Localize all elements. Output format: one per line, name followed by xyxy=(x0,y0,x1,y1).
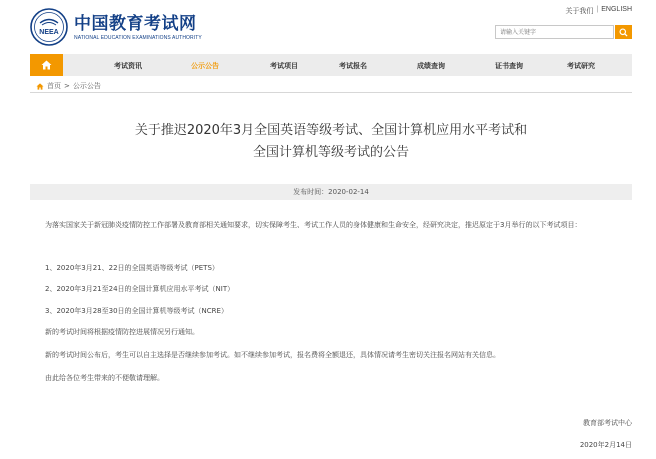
publish-date: 2020-02-14 xyxy=(328,188,369,196)
nav-item-registration[interactable]: 考试报名 xyxy=(339,62,367,70)
site-header xyxy=(0,0,656,52)
search-box xyxy=(495,25,632,39)
top-links xyxy=(565,6,632,16)
nav-home-button[interactable] xyxy=(30,54,63,76)
nav-item-score-query[interactable]: 成绩查询 xyxy=(417,62,445,70)
article-title xyxy=(30,120,632,164)
home-icon xyxy=(36,83,44,90)
exam-item-nit: 2、2020年3月21至24日的全国计算机应用水平考试（NIT） xyxy=(45,285,235,293)
site-logo[interactable] xyxy=(30,8,202,46)
site-name-en: NATIONAL EDUCATION EXAMINATIONS AUTHORITY xyxy=(74,34,202,41)
article-intro: 为落实国家关于新冠肺炎疫情防控工作部署及教育部相关通知要求，切实保障考生、考试工作人员的身体健康和生命安全，经研究决定，推迟原定于3月举行的以下考试项目： xyxy=(45,221,582,229)
nav-item-exam-news[interactable]: 考试资讯 xyxy=(114,62,142,70)
note-refund: 新的考试时间公布后，考生可以自主选择是否继续参加考试。如不继续参加考试，报名费将全额退还，具体情况请考生密切关注报名网站有关信息。 xyxy=(45,351,500,359)
about-link[interactable]: 关于我们 xyxy=(565,8,594,15)
logo-badge-text: NEEA xyxy=(39,29,59,36)
nav-item-certificate-query[interactable]: 证书查询 xyxy=(495,62,523,70)
search-input[interactable] xyxy=(495,25,614,39)
article-sign-date: 2020年2月14日 xyxy=(579,441,632,449)
publish-date-label: 发布时间： xyxy=(293,188,329,196)
home-icon xyxy=(41,60,52,70)
neea-logo-icon xyxy=(30,8,68,46)
publish-date-bar xyxy=(30,184,632,200)
breadcrumb xyxy=(36,81,101,91)
main-nav xyxy=(30,54,632,76)
english-link[interactable]: ENGLISH xyxy=(601,6,632,13)
exam-item-pets: 1、2020年3月21、22日的全国英语等级考试（PETS） xyxy=(45,264,219,272)
breadcrumb-current[interactable]: 公示公告 xyxy=(72,82,101,90)
breadcrumb-home[interactable]: 首页 xyxy=(47,82,61,90)
note-apology: 由此给各位考生带来的不便敬请理解。 xyxy=(45,374,164,382)
link-separator: | xyxy=(596,6,599,13)
nav-item-exam-programs[interactable]: 考试项目 xyxy=(270,62,298,70)
search-button[interactable] xyxy=(615,25,632,39)
breadcrumb-separator: > xyxy=(64,82,70,90)
nav-item-announcements[interactable]: 公示公告 xyxy=(191,62,219,70)
divider xyxy=(30,92,632,93)
search-icon xyxy=(619,28,628,37)
site-name: 中国教育考试网 xyxy=(74,13,197,34)
nav-item-exam-research[interactable]: 考试研究 xyxy=(567,62,595,70)
exam-item-ncre: 3、2020年3月28至30日的全国计算机等级考试（NCRE） xyxy=(45,307,228,315)
note-new-time: 新的考试时间将根据疫情防控进展情况另行通知。 xyxy=(45,328,199,336)
article-title-line1: 关于推迟2020年3月全国英语等级考试、全国计算机应用水平考试和 xyxy=(134,123,528,138)
article-signer: 教育部考试中心 xyxy=(583,419,632,427)
article-title-line2: 全国计算机等级考试的公告 xyxy=(252,145,409,160)
